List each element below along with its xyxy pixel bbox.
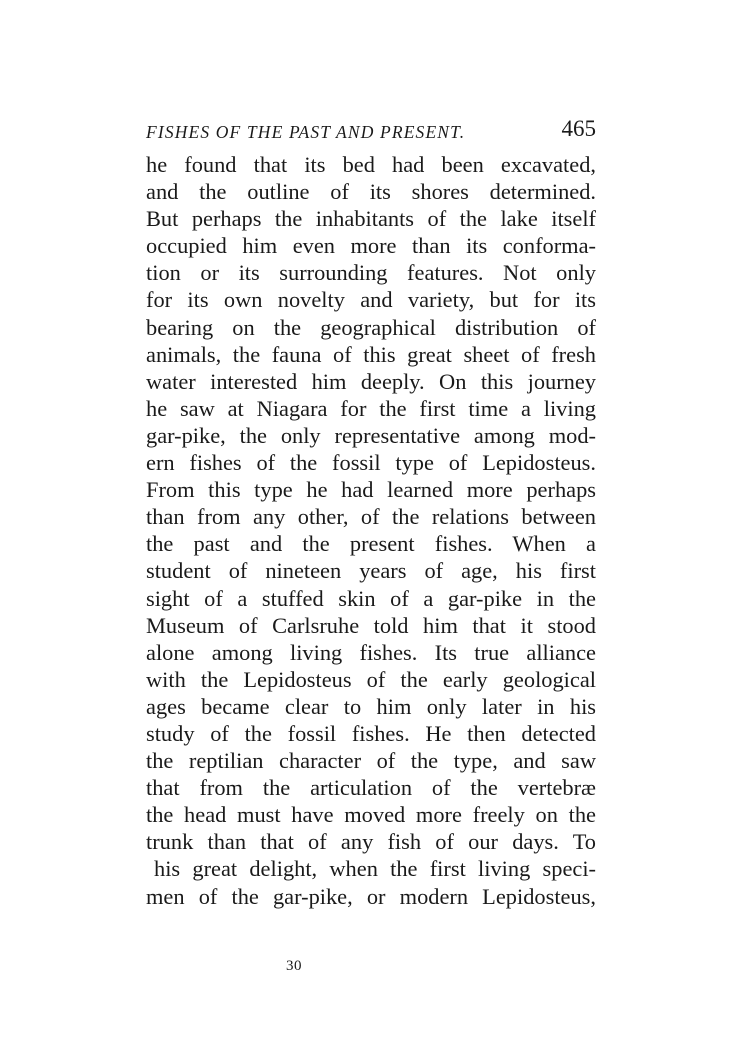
text-line: he found that its bed had been excavated, <box>146 152 596 177</box>
text-line: and the outline of its shores determined. <box>146 179 596 205</box>
text-line: alone among living fishes. Its true alliance <box>146 639 596 665</box>
text-line: men of the gar-pike, or modern Lepidosteus, <box>146 883 596 909</box>
text-line: water interested him deeply. On this journey <box>146 368 596 394</box>
text-line: bearing on the geographical distribution of <box>146 314 596 340</box>
text-line: the past and the present fishes. When a <box>146 531 596 557</box>
text-line: the head must have moved more freely on the <box>146 802 596 828</box>
signature-mark: 30 <box>286 958 302 974</box>
body-text <box>146 151 596 910</box>
text-line: study of the fossil fishes. He then detected <box>146 720 596 746</box>
text-line: student of nineteen years of age, his first <box>146 558 596 584</box>
text-line: tion or its surrounding features. Not only <box>146 260 596 286</box>
text-line: with the Lepidosteus of the early geological <box>146 666 596 692</box>
text-line: gar-pike, the only representative among mod- <box>146 422 596 448</box>
running-title: FISHES OF THE PAST AND PRESENT. <box>146 122 466 142</box>
text-line: occupied him even more than its conforma- <box>146 233 596 259</box>
text-line: sight of a stuffed skin of a gar-pike in the <box>146 585 596 611</box>
text-line: ages became clear to him only later in his <box>146 693 596 719</box>
text-line: his great delight, when the first living speci- <box>154 856 596 882</box>
page-number: 465 <box>561 116 596 141</box>
text-line: But perhaps the inhabitants of the lake itself <box>146 206 596 232</box>
running-head <box>146 116 596 146</box>
text-line: ern fishes of the fossil type of Lepidosteus. <box>146 450 596 476</box>
text-line: trunk than that of any fish of our days. To <box>146 829 596 855</box>
text-line: he saw at Niagara for the first time a living <box>146 395 596 421</box>
text-line: From this type he had learned more perhaps <box>146 477 596 503</box>
text-line: than from any other, of the relations between <box>146 504 596 530</box>
text-line: Museum of Carlsruhe told him that it stood <box>146 612 596 638</box>
text-line: that from the articulation of the vertebræ <box>146 775 596 801</box>
text-line: animals, the fauna of this great sheet of fresh <box>146 341 596 367</box>
text-line: the reptilian character of the type, and saw <box>146 748 596 774</box>
text-line: for its own novelty and variety, but for its <box>146 287 596 313</box>
